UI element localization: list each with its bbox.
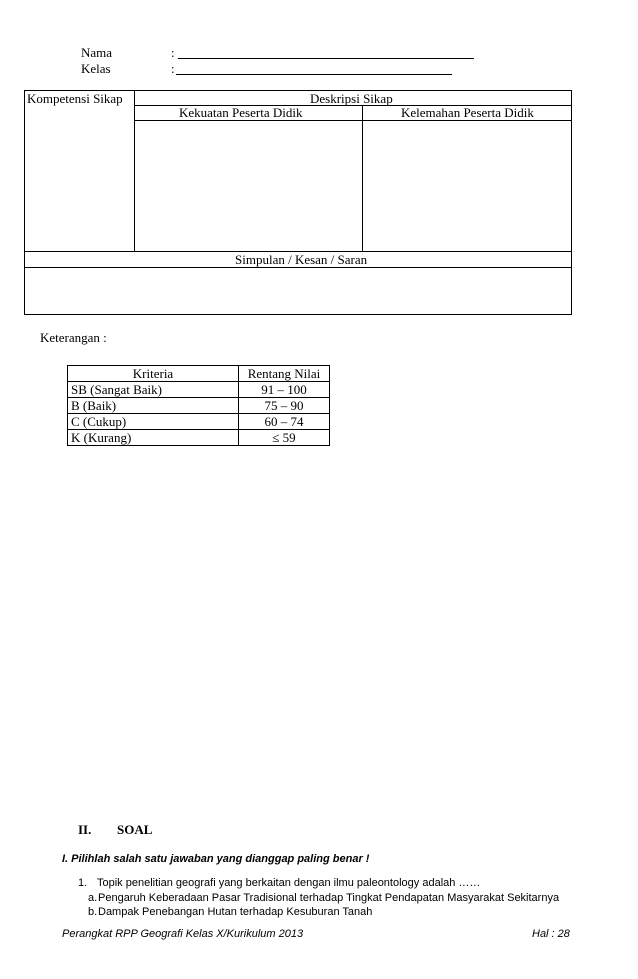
weakness-cell[interactable]: [363, 121, 571, 251]
criteria-cell: SB (Sangat Baik): [68, 382, 239, 398]
legend-title: Keterangan :: [40, 330, 107, 345]
table-row: [68, 398, 330, 414]
description-header: Deskripsi Sikap: [310, 91, 393, 106]
section-title: SOAL: [117, 822, 153, 837]
strength-header: Kekuatan Peserta Didik: [179, 105, 303, 120]
criteria-cell: C (Cukup): [68, 414, 239, 430]
name-colon: :: [171, 45, 175, 60]
table-row: [68, 414, 330, 430]
assessment-table: [24, 90, 572, 315]
footer-doc-title: Perangkat RPP Geografi Kelas X/Kurikulum 2013: [62, 928, 304, 940]
conclusion-cell[interactable]: [26, 268, 571, 314]
conclusion-header: Simpulan / Kesan / Saran: [235, 252, 368, 267]
range-header-label: Rentang Nilai: [239, 366, 330, 382]
class-label: Kelas: [81, 61, 111, 76]
weakness-header: Kelemahan Peserta Didik: [401, 105, 534, 120]
option-letter-b: b.: [88, 906, 98, 918]
competency-cell[interactable]: [26, 121, 133, 251]
table-row: [68, 430, 330, 446]
question-number: 1.: [78, 877, 88, 889]
option-a[interactable]: Pengaruh Keberadaan Pasar Tradisional terhadap Tingkat Pendapatan Masyarakat Sekitarnya: [98, 892, 560, 904]
range-cell: ≤ 59: [239, 430, 330, 446]
option-b[interactable]: Dampak Penebangan Hutan terhadap Kesuburan Tanah: [98, 906, 373, 918]
range-cell: 91 – 100: [239, 382, 330, 398]
class-field-line[interactable]: [176, 74, 452, 75]
criteria-cell: B (Baik): [68, 398, 239, 414]
competency-header: Kompetensi Sikap: [27, 91, 123, 106]
class-colon: :: [171, 61, 175, 76]
range-cell: 60 – 74: [239, 414, 330, 430]
range-cell: 75 – 90: [239, 398, 330, 414]
option-letter-a: a.: [88, 892, 98, 904]
criteria-header-label: Kriteria: [68, 366, 239, 382]
strength-cell[interactable]: [135, 121, 361, 251]
criteria-table: [67, 365, 330, 446]
footer-page-number: Hal : 28: [532, 928, 570, 940]
question-text: Topik penelitian geografi yang berkaitan dengan ilmu paleontology adalah ……: [97, 877, 481, 889]
instruction-text: I. Pilihlah salah satu jawaban yang dianggap paling benar !: [62, 853, 370, 865]
table-row: [68, 382, 330, 398]
criteria-header-row: [68, 366, 330, 382]
name-field-line[interactable]: [178, 58, 474, 59]
name-label: Nama: [81, 45, 113, 60]
section-number: II.: [78, 822, 92, 837]
criteria-cell: K (Kurang): [68, 430, 239, 446]
